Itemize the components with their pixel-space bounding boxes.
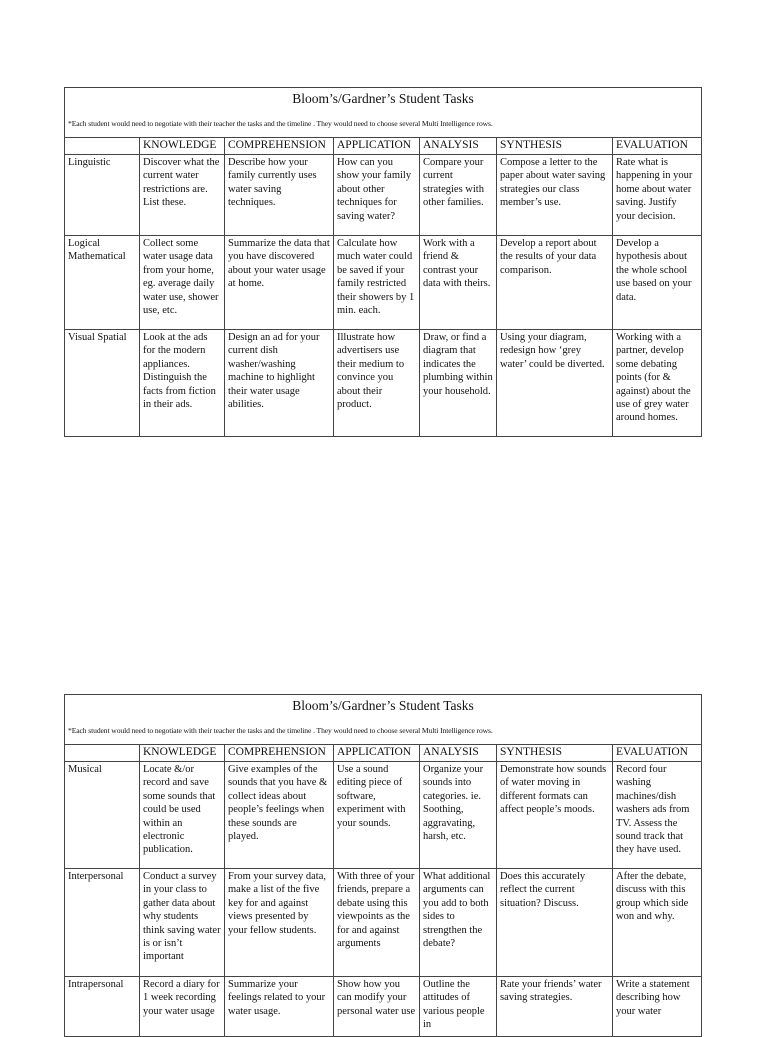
- table-cell: Write a statement describing how your water: [613, 977, 702, 1037]
- table-cell: Summarize the data that you have discovered about your water usage at home.: [225, 236, 334, 330]
- table-cell: Does this accurately reflect the current situation? Discuss.: [497, 869, 613, 977]
- header-synthesis: SYNTHESIS: [497, 138, 613, 155]
- header-application: APPLICATION: [334, 138, 420, 155]
- header-application: APPLICATION: [334, 745, 420, 762]
- header-empty-cell: [65, 138, 140, 155]
- table-cell: Discover what the current water restrictions are. List these.: [140, 155, 225, 236]
- bloom-levels-header-row: [65, 138, 702, 155]
- table-cell: Give examples of the sounds that you have & collect ideas about people’s feelings when these sounds are played.: [225, 762, 334, 869]
- table-title-row: [65, 695, 702, 745]
- header-synthesis: SYNTHESIS: [497, 745, 613, 762]
- row-intelligence-label: Visual Spatial: [65, 330, 140, 437]
- table-cell: Record four washing machines/dish washers ads from TV. Assess the sound track that they have used.: [613, 762, 702, 869]
- row-intelligence-label: Logical Mathematical: [65, 236, 140, 330]
- table-row: [65, 155, 702, 236]
- row-intelligence-label: Intrapersonal: [65, 977, 140, 1037]
- table-cell: Collect some water usage data from your home, eg. average daily water use, shower use, etc.: [140, 236, 225, 330]
- bloom-levels-header-row: [65, 745, 702, 762]
- table-cell: Draw, or find a diagram that indicates the plumbing within your household.: [420, 330, 497, 437]
- blooms-gardner-table-1: [64, 87, 702, 437]
- table-cell: Use a sound editing piece of software, experiment with your sounds.: [334, 762, 420, 869]
- table-title-row: [65, 88, 702, 138]
- header-analysis: ANALYSIS: [420, 745, 497, 762]
- table-row: [65, 236, 702, 330]
- table-note: *Each student would need to negotiate with their teacher the tasks and the timeline . They would need to choose several Multi Intelligence rows.: [68, 119, 493, 128]
- table-row: [65, 330, 702, 437]
- table-note: *Each student would need to negotiate with their teacher the tasks and the timeline . They would need to choose several Multi Intelligence rows.: [68, 726, 493, 735]
- table-cell: Illustrate how advertisers use their medium to convince you about their product.: [334, 330, 420, 437]
- table-cell: Working with a partner, develop some debating points (for & against) about the use of grey water around homes.: [613, 330, 702, 437]
- row-intelligence-label: Interpersonal: [65, 869, 140, 977]
- table-cell: Record a diary for 1 week recording your water usage: [140, 977, 225, 1037]
- table-cell: From your survey data, make a list of the five key for and against views presented by your fellow students.: [225, 869, 334, 977]
- table-cell: Using your diagram, redesign how ‘grey water’ could be diverted.: [497, 330, 613, 437]
- table-cell: Summarize your feelings related to your water usage.: [225, 977, 334, 1037]
- row-intelligence-label: Linguistic: [65, 155, 140, 236]
- table-title: Bloom’s/Gardner’s Student Tasks: [292, 91, 474, 106]
- table-cell: Calculate how much water could be saved if your family restricted their showers by 1 min. each.: [334, 236, 420, 330]
- header-empty-cell: [65, 745, 140, 762]
- header-knowledge: KNOWLEDGE: [140, 745, 225, 762]
- table-row: [65, 869, 702, 977]
- table-cell: Develop a report about the results of your data comparison.: [497, 236, 613, 330]
- header-comprehension: COMPREHENSION: [225, 138, 334, 155]
- table-cell: Compare your current strategies with other families.: [420, 155, 497, 236]
- table-title: Bloom’s/Gardner’s Student Tasks: [292, 698, 474, 713]
- table-cell: How can you show your family about other techniques for saving water?: [334, 155, 420, 236]
- header-evaluation: EVALUATION: [613, 745, 702, 762]
- table-cell: Work with a friend & contrast your data with theirs.: [420, 236, 497, 330]
- table-title-cell: [65, 695, 702, 745]
- table-row: [65, 762, 702, 869]
- table-cell: Design an ad for your current dish washer/washing machine to highlight their water usage abilities.: [225, 330, 334, 437]
- table-cell: Compose a letter to the paper about water saving strategies our class member’s use.: [497, 155, 613, 236]
- header-comprehension: COMPREHENSION: [225, 745, 334, 762]
- table-cell: Show how you can modify your personal water use: [334, 977, 420, 1037]
- table-cell: Organize your sounds into categories. ie. Soothing, aggravating, harsh, etc.: [420, 762, 497, 869]
- table-cell: Outline the attitudes of various people in: [420, 977, 497, 1037]
- table-cell: After the debate, discuss with this group which side won and why.: [613, 869, 702, 977]
- table-title-cell: [65, 88, 702, 138]
- table-cell: Rate your friends’ water saving strategies.: [497, 977, 613, 1037]
- row-intelligence-label: Musical: [65, 762, 140, 869]
- table-cell: What additional arguments can you add to both sides to strengthen the debate?: [420, 869, 497, 977]
- table-cell: Look at the ads for the modern appliances. Distinguish the facts from fiction in their ads.: [140, 330, 225, 437]
- header-evaluation: EVALUATION: [613, 138, 702, 155]
- header-knowledge: KNOWLEDGE: [140, 138, 225, 155]
- header-analysis: ANALYSIS: [420, 138, 497, 155]
- table-cell: Locate &/or record and save some sounds that could be used within an electronic publication.: [140, 762, 225, 869]
- table-cell: Demonstrate how sounds of water moving in different formats can affect people’s moods.: [497, 762, 613, 869]
- table-cell: Conduct a survey in your class to gather data about why students think saving water is or isn’t important: [140, 869, 225, 977]
- table-cell: Develop a hypothesis about the whole school use based on your data.: [613, 236, 702, 330]
- table-row: [65, 977, 702, 1037]
- table-cell: With three of your friends, prepare a debate using this viewpoints as the for and against arguments: [334, 869, 420, 977]
- table-cell: Describe how your family currently uses water saving techniques.: [225, 155, 334, 236]
- table-cell: Rate what is happening in your home about water saving. Justify your decision.: [613, 155, 702, 236]
- blooms-gardner-table-2: [64, 694, 702, 1037]
